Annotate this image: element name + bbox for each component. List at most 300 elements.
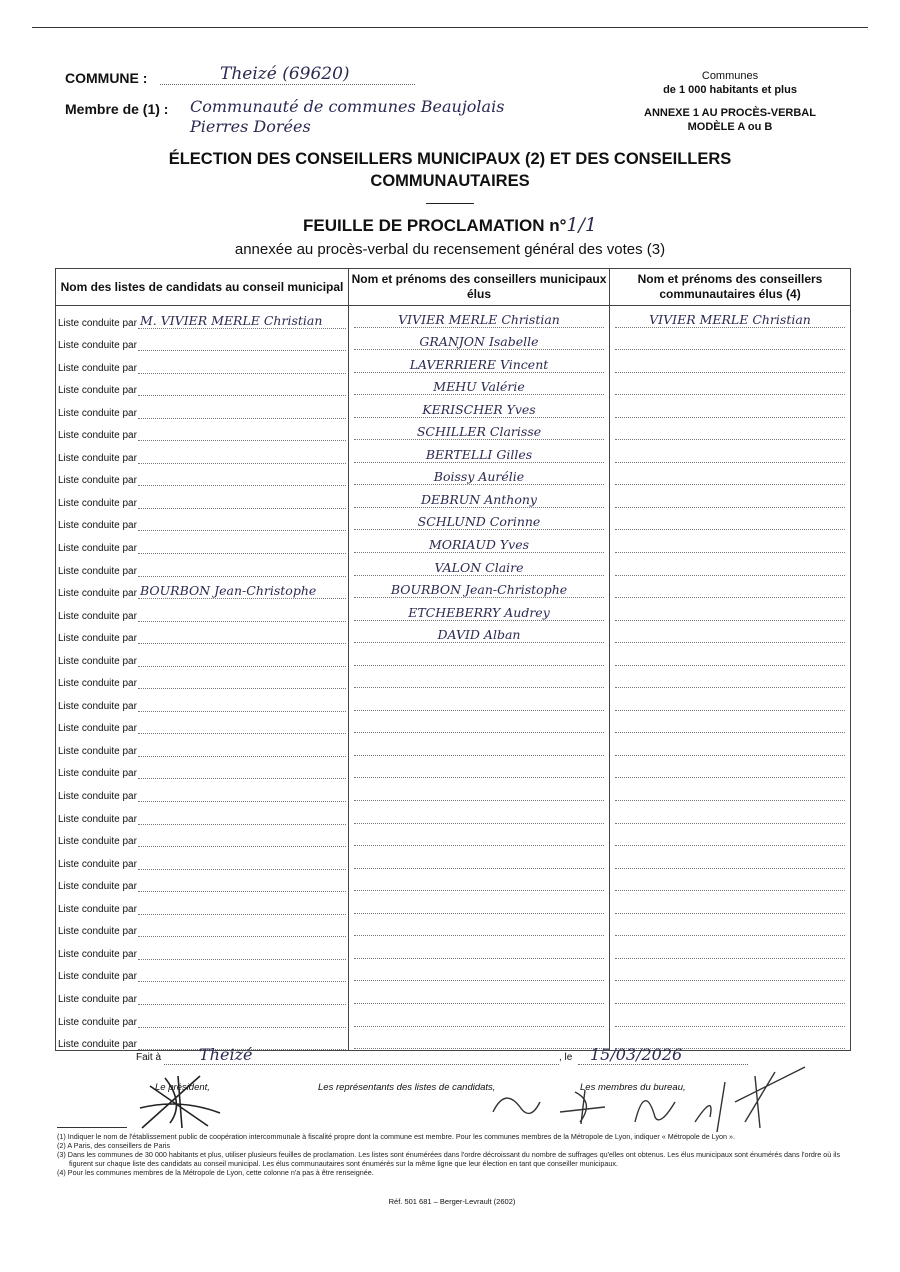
municipal-field[interactable] — [354, 627, 604, 643]
municipal-elected: Boissy Aurélie — [433, 469, 525, 485]
municipal-elected: SCHILLER Clarisse — [416, 424, 542, 440]
footnotes — [57, 1132, 847, 1177]
municipal-cell — [349, 374, 610, 397]
communautaire-field[interactable] — [615, 563, 845, 576]
table-row — [56, 509, 851, 532]
list-cell — [56, 486, 349, 509]
municipal-field[interactable] — [354, 788, 604, 801]
row-label: Liste conduite par — [58, 633, 137, 645]
list-leader-field[interactable] — [138, 312, 346, 329]
list-leader-field[interactable] — [138, 812, 346, 825]
list-cell — [56, 329, 349, 352]
municipal-cell — [349, 577, 610, 600]
row-label: Liste conduite par — [58, 723, 137, 735]
list-leader-field[interactable] — [138, 879, 346, 892]
municipal-elected: BERTELLI Gilles — [425, 446, 533, 462]
sheet-number: 1/1 — [566, 214, 597, 236]
row-label: Liste conduite par — [58, 791, 137, 803]
list-cell — [56, 351, 349, 374]
communautaire-cell — [610, 982, 851, 1005]
list-leader-field[interactable] — [138, 992, 346, 1005]
row-label: Liste conduite par — [58, 407, 137, 419]
municipal-field[interactable] — [354, 356, 604, 373]
le-label: , le — [559, 1052, 573, 1063]
municipal-field[interactable] — [354, 991, 604, 1004]
table-header-row — [56, 269, 851, 306]
communautaire-field[interactable] — [615, 337, 845, 350]
municipal-field[interactable] — [354, 856, 604, 869]
municipal-elected: LAVERRIERE Vincent — [409, 356, 549, 372]
communautaire-cell — [610, 351, 851, 374]
row-label: Liste conduite par — [58, 430, 137, 442]
main-title-line1: ÉLECTION DES CONSEILLERS MUNICIPAUX (2) ET DES CONSEILLERS — [168, 150, 732, 168]
municipal-field[interactable] — [354, 446, 604, 463]
commune-value: Theizé (69620) — [220, 64, 350, 84]
row-label: Liste conduite par — [58, 993, 137, 1005]
municipal-cell — [349, 554, 610, 577]
list-cell — [56, 802, 349, 825]
municipal-cell — [349, 464, 610, 487]
communautaire-cell — [610, 825, 851, 848]
municipal-elected: GRANJON Isabelle — [419, 334, 539, 350]
municipal-cell — [349, 937, 610, 960]
communautaire-field[interactable] — [615, 608, 845, 621]
list-leader-field[interactable] — [138, 721, 346, 734]
list-leader-field[interactable] — [138, 969, 346, 982]
municipal-cell — [349, 1005, 610, 1028]
communautaire-field[interactable] — [615, 472, 845, 485]
list-cell — [56, 712, 349, 735]
communautaire-field[interactable] — [615, 968, 845, 981]
table-row — [56, 486, 851, 509]
list-cell — [56, 667, 349, 690]
row-label: Liste conduite par — [58, 1016, 137, 1028]
table-row — [56, 915, 851, 938]
municipal-cell — [349, 351, 610, 374]
table-row — [56, 644, 851, 667]
header-municipal: Nom et prénoms des conseillers municipaux élus — [349, 269, 610, 306]
communautaire-field[interactable] — [615, 585, 845, 598]
communautaire-cell — [610, 441, 851, 464]
communautaire-field[interactable] — [615, 856, 845, 869]
list-cell — [56, 577, 349, 600]
row-label: Liste conduite par — [58, 520, 137, 532]
municipal-elected: MEHU Valérie — [433, 379, 525, 395]
communautaire-cell — [610, 689, 851, 712]
list-leader-field[interactable] — [138, 924, 346, 937]
municipal-field[interactable] — [354, 379, 604, 395]
table-row — [56, 464, 851, 487]
footnote-rule — [57, 1127, 127, 1128]
communautaire-cell — [610, 937, 851, 960]
list-leader-field[interactable] — [138, 654, 346, 667]
commune-field — [160, 64, 415, 85]
municipal-field[interactable] — [354, 743, 604, 756]
list-cell — [56, 937, 349, 960]
communautaire-cell — [610, 644, 851, 667]
header-right-line3: ANNEXE 1 AU PROCÈS-VERBAL — [644, 107, 816, 119]
footnote-1: (1) Indiquer le nom de l'établissement public de coopération intercommunale à fiscalité propre dont la commune est membre. Pour les communes membres de la Métropole de Lyon, indiquer « Métropole de Lyon ». — [57, 1132, 736, 1141]
row-label: Liste conduite par — [58, 385, 137, 397]
communautaire-field[interactable] — [615, 450, 845, 463]
communautaire-field[interactable] — [615, 540, 845, 553]
table-row — [56, 802, 851, 825]
table-row — [56, 622, 851, 645]
header-right-line2: de 1 000 habitants et plus — [663, 84, 797, 96]
communautaire-field[interactable] — [615, 878, 845, 891]
communautaire-field[interactable] — [615, 720, 845, 733]
table-row — [56, 441, 851, 464]
communautaire-field[interactable] — [615, 675, 845, 688]
communautaire-field[interactable] — [615, 653, 845, 666]
table-row — [56, 712, 851, 735]
municipal-field[interactable] — [354, 311, 604, 328]
footnote-2: (2) A Paris, des conseillers de Paris — [57, 1141, 171, 1150]
footnote-4: (4) Pour les communes membres de la Métropole de Lyon, cette colonne n'a pas à être renseignée. — [57, 1168, 374, 1177]
row-label: Liste conduite par — [58, 543, 137, 555]
table-row — [56, 351, 851, 374]
municipal-cell — [349, 779, 610, 802]
municipal-cell — [349, 622, 610, 645]
row-label: Liste conduite par — [58, 588, 137, 600]
municipal-cell — [349, 915, 610, 938]
list-cell — [56, 847, 349, 870]
communautaire-field[interactable] — [615, 311, 845, 328]
municipal-cell — [349, 486, 610, 509]
table-row — [56, 937, 851, 960]
table-row — [56, 531, 851, 554]
list-leader-field[interactable] — [138, 609, 346, 622]
municipal-field[interactable] — [354, 424, 604, 440]
list-leader-field[interactable] — [138, 496, 346, 509]
communautaire-field[interactable] — [615, 833, 845, 846]
communautaire-cell — [610, 847, 851, 870]
municipal-field[interactable] — [354, 923, 604, 936]
table-row — [56, 599, 851, 622]
list-leader-field[interactable] — [138, 473, 346, 486]
row-label: Liste conduite par — [58, 317, 137, 329]
table-row — [56, 870, 851, 893]
communautaire-elected: VIVIER MERLE Christian — [649, 311, 811, 327]
communautaire-cell — [610, 306, 851, 329]
communautaire-field[interactable] — [615, 946, 845, 959]
row-label: Liste conduite par — [58, 836, 137, 848]
main-title — [60, 148, 840, 192]
row-label: Liste conduite par — [58, 926, 137, 938]
municipal-elected: SCHLUND Corinne — [417, 514, 541, 530]
title-separator — [426, 203, 474, 204]
municipal-cell — [349, 396, 610, 419]
commune-label: COMMUNE : — [65, 70, 148, 86]
row-label: Liste conduite par — [58, 858, 137, 870]
communautaire-field[interactable] — [615, 630, 845, 643]
list-cell — [56, 644, 349, 667]
table-row — [56, 825, 851, 848]
communautaire-field[interactable] — [615, 517, 845, 530]
list-leader-field[interactable] — [138, 451, 346, 464]
membre-label: Membre de (1) : — [65, 101, 169, 117]
sheet-title-text: FEUILLE DE PROCLAMATION n° — [303, 216, 567, 235]
table-row — [56, 1005, 851, 1028]
municipal-field[interactable] — [354, 968, 604, 981]
municipal-cell — [349, 802, 610, 825]
communautaire-field[interactable] — [615, 743, 845, 756]
communautaire-cell — [610, 599, 851, 622]
list-cell — [56, 509, 349, 532]
communautaire-field[interactable] — [615, 788, 845, 801]
municipal-field[interactable] — [354, 698, 604, 711]
communautaire-cell — [610, 915, 851, 938]
membre-value-line1: Communauté de communes Beaujolais — [190, 97, 505, 116]
communautaire-cell — [610, 396, 851, 419]
communautaire-cell — [610, 757, 851, 780]
list-cell — [56, 870, 349, 893]
list-leader: BOURBON Jean-Christophe — [139, 583, 317, 599]
communautaire-cell — [610, 329, 851, 352]
list-cell — [56, 419, 349, 442]
municipal-field[interactable] — [354, 765, 604, 778]
table-row — [56, 892, 851, 915]
communautaire-field[interactable] — [615, 382, 845, 395]
list-leader-field[interactable] — [138, 428, 346, 441]
municipal-cell — [349, 419, 610, 442]
municipal-cell — [349, 644, 610, 667]
municipal-field[interactable] — [354, 604, 604, 621]
list-leader-field[interactable] — [138, 541, 346, 554]
row-label: Liste conduite par — [58, 700, 137, 712]
communautaire-cell — [610, 667, 851, 690]
communautaire-cell — [610, 960, 851, 983]
table-row — [56, 757, 851, 780]
sheet-subtitle: annexée au procès-verbal du recensement général des votes (3) — [234, 241, 666, 258]
table-row — [56, 667, 851, 690]
communautaire-field[interactable] — [615, 923, 845, 936]
municipal-cell — [349, 960, 610, 983]
table-row — [56, 960, 851, 983]
list-leader-field[interactable] — [138, 766, 346, 779]
communautaire-cell — [610, 577, 851, 600]
list-cell — [56, 599, 349, 622]
table-row — [56, 419, 851, 442]
municipal-cell — [349, 712, 610, 735]
municipal-elected: ETCHEBERRY Audrey — [408, 604, 550, 620]
list-leader-field[interactable] — [138, 1015, 346, 1028]
list-cell — [56, 892, 349, 915]
list-cell — [56, 374, 349, 397]
municipal-elected: VIVIER MERLE Christian — [398, 311, 560, 327]
table-row — [56, 982, 851, 1005]
footnote-3: (3) Dans les communes de 30 000 habitants et plus, utiliser plusieurs feuilles de proclamation. Les listes sont énumérées dans l'ordre décroissant du nombre de suffrages qu'elles ont obtenus. Les élus municipaux sont énumérés dans l'ordre où ils figurent sur chaque liste des candidats au conseil municipal. Les élus communautaires sont énumérés sur la même ligne que leur élection en tant que conseiller municipaux. — [57, 1150, 841, 1168]
header-lists: Nom des listes de candidats au conseil municipal — [56, 269, 349, 306]
list-cell — [56, 982, 349, 1005]
communautaire-field[interactable] — [615, 698, 845, 711]
list-cell — [56, 441, 349, 464]
municipal-field[interactable] — [354, 514, 604, 530]
table-row — [56, 306, 851, 329]
list-leader-field[interactable] — [138, 361, 346, 374]
list-leader-field[interactable] — [138, 834, 346, 847]
municipal-cell — [349, 531, 610, 554]
communautaire-field[interactable] — [615, 405, 845, 418]
membre-value-line2: Pierres Dorées — [190, 117, 311, 136]
table-row — [56, 779, 851, 802]
municipal-field[interactable] — [354, 901, 604, 914]
list-leader-field[interactable] — [138, 789, 346, 802]
municipal-field[interactable] — [354, 334, 604, 350]
communautaire-field[interactable] — [615, 765, 845, 778]
row-label: Liste conduite par — [58, 745, 137, 757]
list-cell — [56, 622, 349, 645]
row-label: Liste conduite par — [58, 362, 137, 374]
municipal-field[interactable] — [354, 946, 604, 959]
membre-field-line2 — [190, 116, 490, 136]
row-label: Liste conduite par — [58, 1039, 137, 1051]
table-row — [56, 374, 851, 397]
row-label: Liste conduite par — [58, 340, 137, 352]
communautaire-field[interactable] — [615, 901, 845, 914]
list-leader-field[interactable] — [138, 383, 346, 396]
communautaire-cell — [610, 802, 851, 825]
communautaire-cell — [610, 419, 851, 442]
municipal-cell — [349, 306, 610, 329]
main-title-line2: COMMUNAUTAIRES — [370, 172, 530, 190]
communautaire-cell — [610, 622, 851, 645]
list-cell — [56, 960, 349, 983]
list-leader: M. VIVIER MERLE Christian — [139, 312, 323, 328]
municipal-field[interactable] — [354, 720, 604, 733]
row-label: Liste conduite par — [58, 903, 137, 915]
municipal-elected: MORIAUD Yves — [428, 537, 530, 553]
municipal-elected: VALON Claire — [434, 559, 524, 575]
table-row — [56, 554, 851, 577]
list-leader-field[interactable] — [138, 947, 346, 960]
municipal-field[interactable] — [354, 1014, 604, 1027]
municipal-field[interactable] — [354, 833, 604, 846]
row-label: Liste conduite par — [58, 497, 137, 509]
municipal-field[interactable] — [354, 537, 604, 553]
municipal-field[interactable] — [354, 653, 604, 666]
municipal-cell — [349, 892, 610, 915]
list-leader-field[interactable] — [138, 338, 346, 351]
municipal-elected: DEBRUN Anthony — [421, 491, 537, 507]
communautaire-cell — [610, 712, 851, 735]
municipal-field[interactable] — [354, 675, 604, 688]
row-label: Liste conduite par — [58, 678, 137, 690]
municipal-cell — [349, 870, 610, 893]
municipal-cell — [349, 734, 610, 757]
municipal-cell — [349, 847, 610, 870]
municipal-cell — [349, 667, 610, 690]
municipal-field[interactable] — [354, 878, 604, 891]
list-cell — [56, 464, 349, 487]
list-cell — [56, 734, 349, 757]
header-right-block — [620, 69, 840, 134]
list-leader-field[interactable] — [138, 857, 346, 870]
municipal-cell — [349, 825, 610, 848]
list-leader-field[interactable] — [138, 744, 346, 757]
row-label: Liste conduite par — [58, 881, 137, 893]
list-leader-field[interactable] — [138, 699, 346, 712]
municipal-elected: DAVID Alban — [437, 627, 521, 643]
list-leader-field[interactable] — [138, 406, 346, 419]
communautaire-field[interactable] — [615, 360, 845, 373]
communautaire-cell — [610, 486, 851, 509]
row-label: Liste conduite par — [58, 475, 137, 487]
communautaire-field[interactable] — [615, 1014, 845, 1027]
communautaire-cell — [610, 734, 851, 757]
date-value: 15/03/2026 — [590, 1045, 683, 1064]
municipal-cell — [349, 509, 610, 532]
fait-label: Fait à — [136, 1052, 162, 1063]
municipal-cell — [349, 441, 610, 464]
list-leader-field[interactable] — [138, 583, 346, 599]
communautaire-cell — [610, 779, 851, 802]
table-row — [56, 847, 851, 870]
communautaire-cell — [610, 509, 851, 532]
communautaire-cell — [610, 554, 851, 577]
communautaire-cell — [610, 531, 851, 554]
membre-field-line1 — [190, 96, 610, 116]
row-label: Liste conduite par — [58, 565, 137, 577]
bureau-signatures — [485, 1062, 815, 1132]
communautaire-cell — [610, 1005, 851, 1028]
row-label: Liste conduite par — [58, 813, 137, 825]
row-label: Liste conduite par — [58, 948, 137, 960]
municipal-field[interactable] — [354, 401, 604, 418]
communautaire-field[interactable] — [615, 811, 845, 824]
municipal-field[interactable] — [354, 469, 604, 485]
communautaire-cell — [610, 464, 851, 487]
row-label: Liste conduite par — [58, 610, 137, 622]
municipal-cell — [349, 599, 610, 622]
row-label: Liste conduite par — [58, 768, 137, 780]
representants-label: Les représentants des listes de candidats, — [318, 1082, 496, 1093]
communautaire-field[interactable] — [615, 991, 845, 1004]
list-leader-field[interactable] — [138, 676, 346, 689]
top-rule — [32, 27, 868, 28]
list-cell — [56, 1005, 349, 1028]
table-row — [56, 577, 851, 600]
list-leader-field[interactable] — [138, 902, 346, 915]
municipal-field[interactable] — [354, 491, 604, 508]
list-leader-field[interactable] — [138, 631, 346, 644]
row-label: Liste conduite par — [58, 971, 137, 983]
list-leader-field[interactable] — [138, 518, 346, 531]
table-row — [56, 689, 851, 712]
municipal-elected: KERISCHER Yves — [422, 401, 536, 417]
sheet-title — [60, 214, 840, 236]
municipal-field[interactable] — [354, 811, 604, 824]
table-row — [56, 396, 851, 419]
list-cell — [56, 757, 349, 780]
list-cell — [56, 306, 349, 329]
list-cell — [56, 396, 349, 419]
list-cell — [56, 915, 349, 938]
municipal-field[interactable] — [354, 559, 604, 576]
row-label: Liste conduite par — [58, 452, 137, 464]
list-cell — [56, 825, 349, 848]
header-communautaire: Nom et prénoms des conseillers communautaires élus (4) — [610, 269, 851, 306]
municipal-cell — [349, 757, 610, 780]
communautaire-field[interactable] — [615, 427, 845, 440]
communautaire-cell — [610, 870, 851, 893]
table-body — [56, 306, 851, 1051]
list-leader-field[interactable] — [138, 564, 346, 577]
communautaire-cell — [610, 892, 851, 915]
municipal-field[interactable] — [354, 582, 604, 598]
president-label: Le président, — [155, 1082, 210, 1093]
communautaire-field[interactable] — [615, 495, 845, 508]
